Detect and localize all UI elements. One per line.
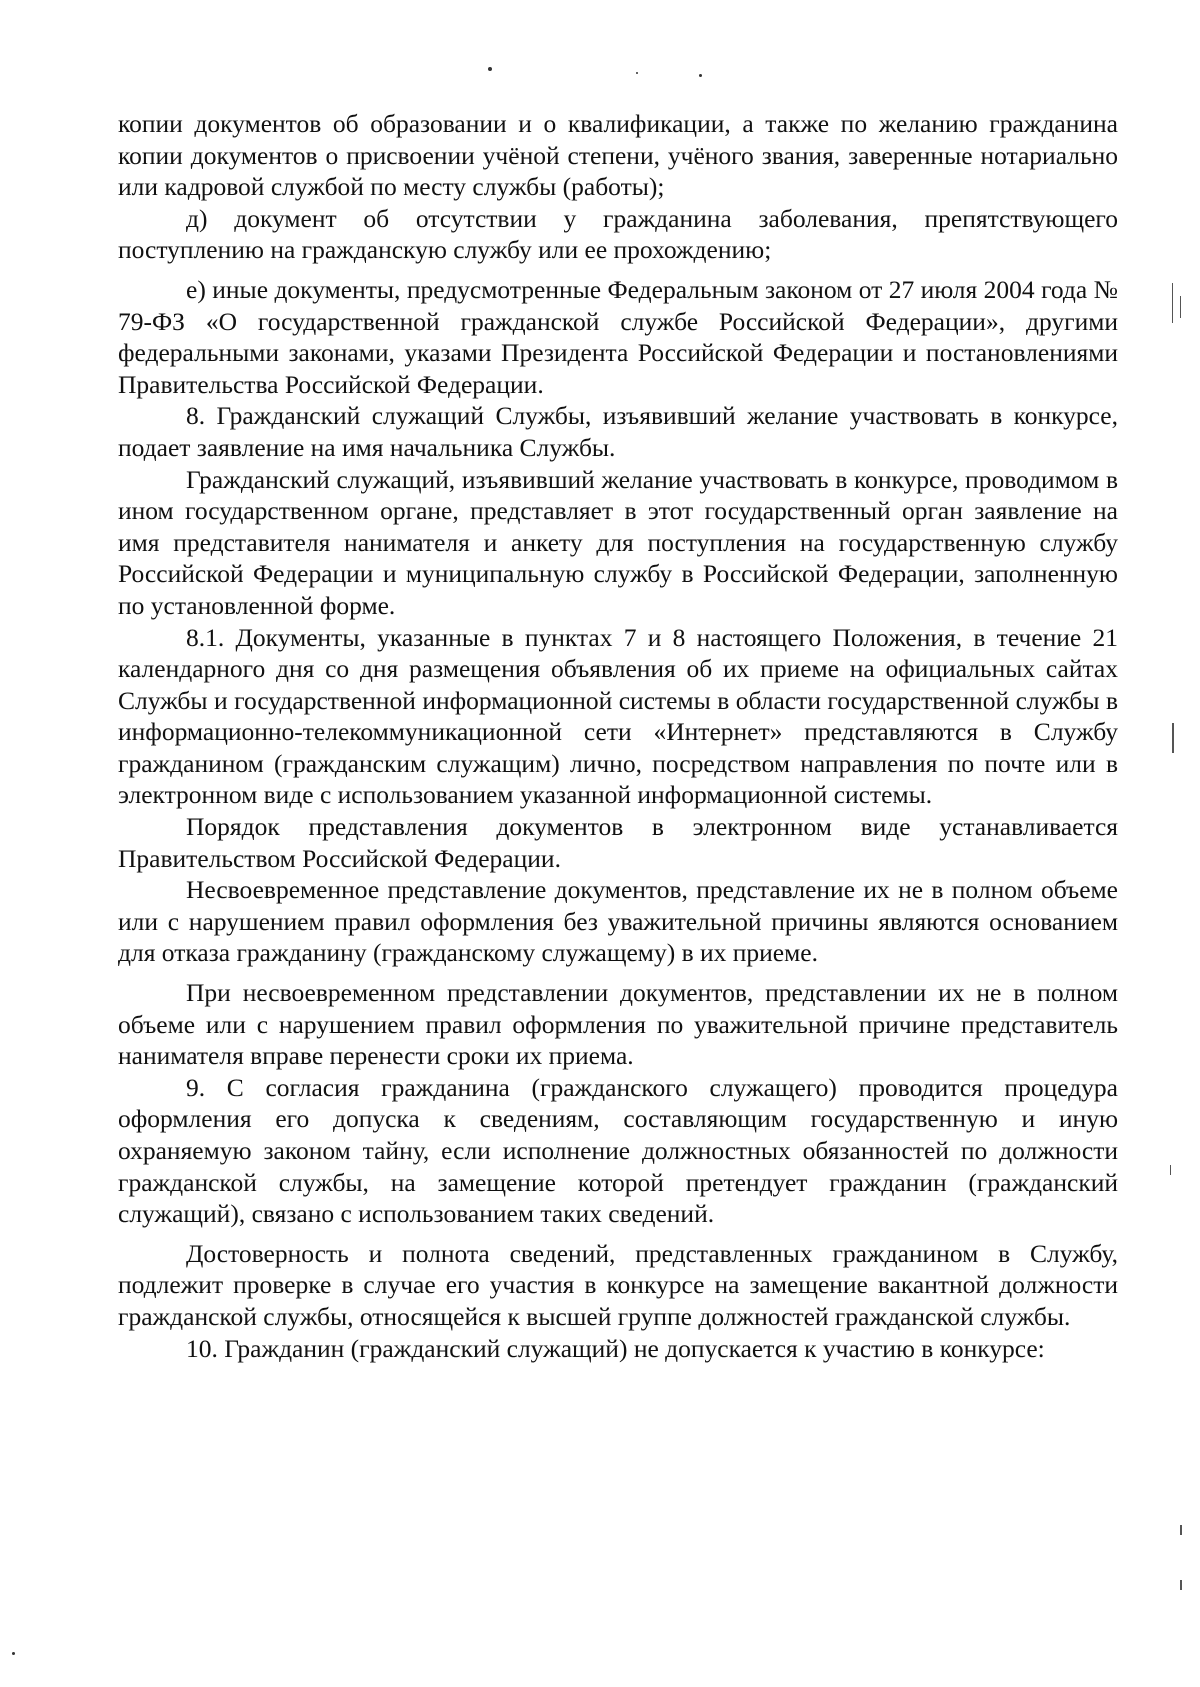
- scan-margin-mark: [1180, 1525, 1182, 1535]
- paragraph-verification: Достоверность и полнота сведений, представленных гражданином в Службу, подлежит проверке в случае его участия в конкурсе на замещение вакантной должности гражданской службы, относящейся к высшей группе должностей гражданской службы.: [118, 1238, 1118, 1331]
- document-page: [118, 108, 1118, 1364]
- scan-margin-mark: [1172, 723, 1174, 753]
- paragraph-untimely-refusal: Несвоевременное представление документов, представление их не в полном объеме или с нарушением правил оформления без уважительной причины являются основанием для отказа гражданину (гражданскому служащему) в их приеме.: [118, 875, 1118, 968]
- paragraph-section-8-1: 8.1. Документы, указанные в пунктах 7 и 8 настоящего Положения, в течение 21 календарного дня со дня размещения объявления об их приеме на официальных сайтах Службы и государственной информационной системы в области государственной службы в информационно-телекоммуникационной сети «Интернет» представляются в Службу гражданином (гражданским служащим) лично, посредством направления по почте или в электронном виде с использованием указанной информационной системы.: [118, 622, 1118, 810]
- paragraph-other-agency: Гражданский служащий, изъявивший желание участвовать в конкурсе, проводимом в ином государственном органе, представляет в этот государственный орган заявление на имя представителя нанимателя и анкету для поступления на государственную службу Российской Федерации и муниципальную службу в Российской Федерации, заполненную по установленной форме.: [118, 464, 1118, 620]
- paragraph-section-10: 10. Гражданин (гражданский служащий) не допускается к участию в конкурсе:: [186, 1333, 1045, 1363]
- paragraph-education-documents: копии документов об образовании и о квалификации, а также по желанию гражданина копии документов о присвоении учёной степени, учёного звания, заверенные нотариально или кадровой службой по месту службы (работы);: [118, 109, 1118, 202]
- paragraph-section-9: 9. С согласия гражданина (гражданского служащего) проводится процедура оформления его допуска к сведениям, составляющим государственную и иную охраняемую законом тайну, если исполнение должностных обязанностей по должности гражданской службы, на замещение которой претендует гражданин (гражданский служащий), связано с использованием таких сведений.: [118, 1072, 1118, 1229]
- scan-margin-mark: [1172, 283, 1173, 323]
- scan-margin-mark: [1180, 1580, 1182, 1590]
- scan-speck: [636, 72, 638, 74]
- scan-speck: [699, 74, 702, 77]
- paragraph-deadline-extension: При несвоевременном представлении документов, представлении их не в полном объеме или с нарушением правил оформления по уважительной причине представитель нанимателя вправе перенести сроки их приема.: [118, 978, 1118, 1071]
- paragraph-item-d: д) документ об отсутствии у гражданина заболевания, препятствующего поступлению на гражданскую службу или ее прохождению;: [118, 203, 1118, 265]
- scan-margin-mark: [1180, 296, 1181, 318]
- scan-margin-mark: [1170, 1165, 1171, 1175]
- scan-speck: [12, 1652, 15, 1655]
- scan-speck: [488, 67, 492, 71]
- paragraph-item-e: е) иные документы, предусмотренные Федеральным законом от 27 июля 2004 года № 79-ФЗ «О государственной гражданской службе Российской Федерации», другими федеральными законами, указами Президента Российской Федерации и постановлениями Правительства Российской Федерации.: [118, 274, 1118, 399]
- paragraph-section-8: 8. Гражданский служащий Службы, изъявивший желание участвовать в конкурсе, подает заявление на имя начальника Службы.: [118, 401, 1118, 462]
- paragraph-electronic-procedure: Порядок представления документов в электронном виде устанавливается Правительством Российской Федерации.: [118, 812, 1118, 873]
